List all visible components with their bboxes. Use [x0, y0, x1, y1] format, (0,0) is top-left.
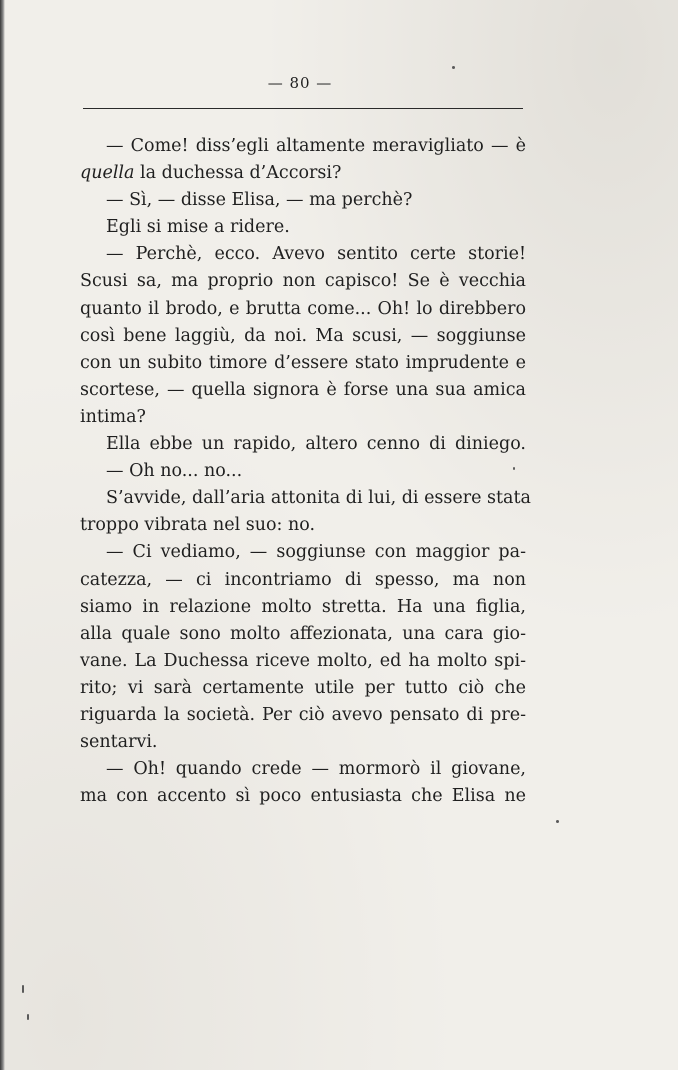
- text-line: catezza, — ci incontriamo di spesso, ma non: [80, 569, 526, 590]
- text-line: Egli si mise a ridere.: [106, 217, 290, 238]
- text-line: S’avvide, dall’aria attonita di lui, di essere stata: [106, 488, 531, 509]
- text-line: troppo vibrata nel suo: no.: [80, 515, 316, 536]
- text-line: intima?: [80, 406, 146, 427]
- text-line: Scusi sa, ma proprio non capisco! Se è vecchia: [80, 271, 526, 292]
- binding-edge: [0, 0, 5, 1070]
- header-rule: [83, 108, 523, 109]
- page-number: — 80 —: [267, 74, 333, 92]
- text-line: scortese, — quella signora è forse una sua amica: [80, 379, 526, 400]
- text-line-rest: la duchessa d’Accorsi?: [134, 163, 342, 184]
- text-line: — Perchè, ecco. Avevo sentito certe storie!: [106, 244, 526, 265]
- paper-speck: [27, 1014, 29, 1020]
- paper-speck: [22, 985, 24, 993]
- paper-speck: [452, 66, 455, 69]
- text-line: sentarvi.: [80, 732, 158, 753]
- text-line: così bene laggiù, da noi. Ma scusi, — soggiunse: [80, 325, 526, 346]
- text-line: con un subito timore d’essere stato imprudente e: [80, 352, 526, 373]
- body-text: [80, 133, 531, 810]
- text-line: — Oh! quando crede — mormorò il giovane,: [106, 759, 526, 780]
- italic-word: quella: [80, 163, 135, 184]
- text-line: rito; vi sarà certamente utile per tutto ciò che: [80, 677, 526, 698]
- text-line: — Ci vediamo, — soggiunse con maggior pa-: [106, 542, 526, 563]
- text-line: riguarda la società. Per ciò avevo pensato di pre-: [80, 704, 526, 725]
- text-line: vane. La Duchessa riceve molto, ed ha molto spi-: [80, 650, 526, 671]
- text-line: — Sì, — disse Elisa, — ma perchè?: [106, 190, 413, 211]
- text-line: quanto il brodo, e brutta come... Oh! lo direbbero: [80, 298, 526, 319]
- text-line: siamo in relazione molto stretta. Ha una figlia,: [80, 596, 526, 617]
- text-line: alla quale sono molto affezionata, una cara gio-: [80, 623, 526, 644]
- text-line: Ella ebbe un rapido, altero cenno di diniego.: [106, 434, 526, 455]
- text-line: ma con accento sì poco entusiasta che Elisa ne: [80, 786, 526, 807]
- paper-speck: [556, 820, 559, 823]
- text-line: — Oh no... no...: [106, 461, 243, 482]
- text-line: — Come! diss’egli altamente meravigliato — è: [106, 136, 526, 156]
- text-line: [80, 160, 526, 187]
- paper-speck: [513, 467, 515, 470]
